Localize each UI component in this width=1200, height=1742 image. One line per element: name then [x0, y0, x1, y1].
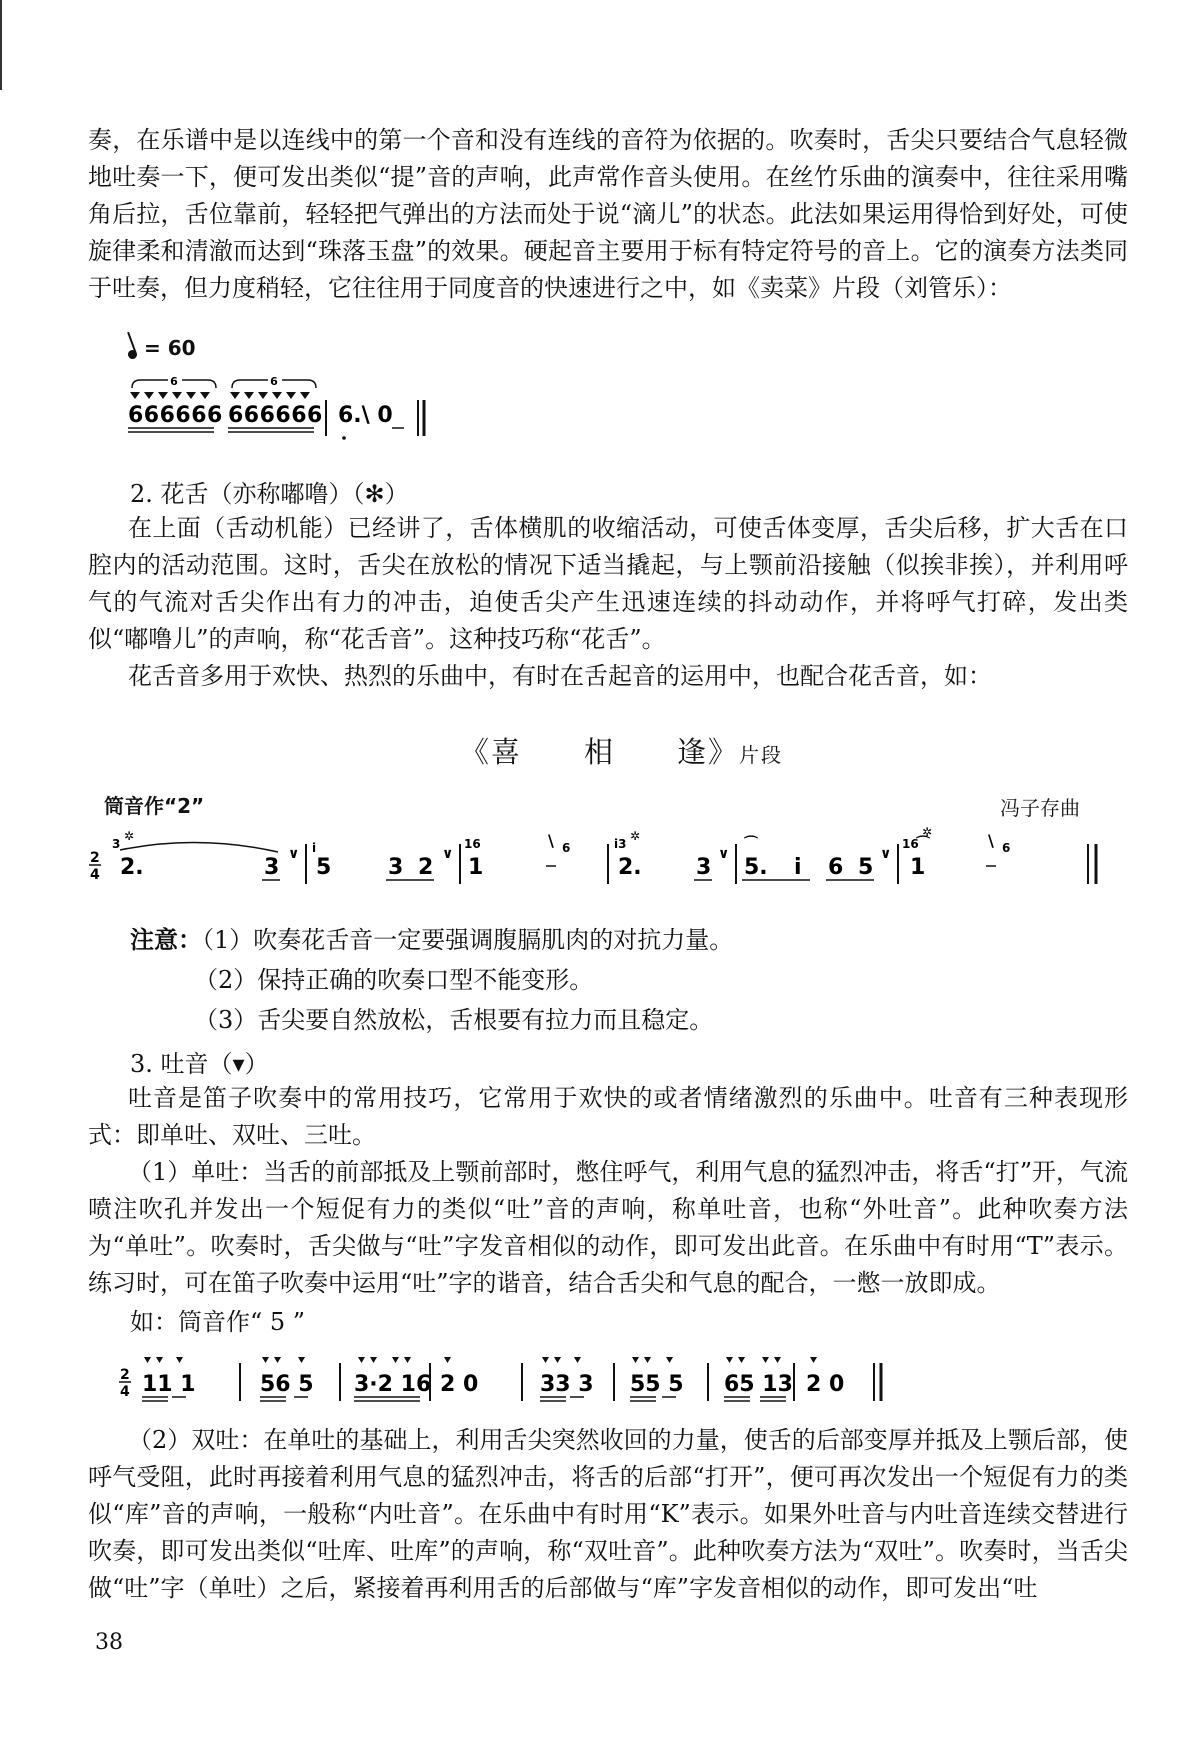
key-label: 筒音作“2” [104, 794, 205, 818]
measure: 2 0 [806, 1372, 845, 1397]
time-sig-top: 2 [90, 850, 100, 866]
fermata-mark: ⌒ [744, 836, 758, 852]
measure: 2 0 [440, 1372, 479, 1397]
note: 2. [618, 855, 642, 880]
breath-mark: ∨ [880, 846, 892, 862]
paragraph-3: 花舌音多用于欢快、热烈的乐曲中，有时在舌起音的运用中，也配合花舌音，如： [128, 662, 992, 690]
flower-tongue-mark: ✲ [124, 829, 135, 843]
measure: 3·2 16 [354, 1372, 432, 1397]
grace-note: i [312, 841, 317, 855]
tuplet-mark: 6 [170, 375, 178, 388]
breath-mark: ∨ [718, 846, 730, 862]
notice-label: 注意： [130, 925, 202, 954]
notice-item: （1）吹奏花舌音一定要强调腹膈肌肉的对抗力量。 [202, 926, 734, 954]
notice-block [130, 920, 733, 1040]
page-number: 38 [95, 1630, 123, 1655]
measure: 56 5 [260, 1372, 314, 1397]
time-sig-top: 2 [120, 1367, 130, 1383]
score-single-tongue [118, 1340, 978, 1420]
section-heading-tuyin: 3. 吐音（▾） [130, 1050, 269, 1078]
grace-note: 6 [562, 841, 571, 855]
tempo-marking [128, 336, 196, 360]
fermata-mark: ⌒ [916, 836, 930, 852]
measure: 11 1 [142, 1372, 196, 1397]
staccato-marks [130, 392, 310, 399]
notice-item: （2）保持正确的吹奏口型不能变形。 [194, 966, 594, 994]
paragraph-1: 奏，在乐谱中是以连线中的第一个音和没有连线的音符为依据的。吹奏时，舌尖只要结合气息轻微地吐奏一下，便可发出类似“提”音的声响，此声常作音头使用。在丝竹乐曲的演奏中，往往采用嘴角后拉，舌位靠前，轻轻把气弹出的方法而处于说“滴儿”的状态。此法如果运用得恰到好处，可使旋律柔和清澈而达到“珠落玉盘”的效果。硬起音主要用于标有特定符号的音上。它的演奏方法类同于吐奏，但力度稍轻，它往往用于同度音的快速进行之中，如《卖菜》片段（刘管乐）： [88, 126, 1128, 302]
piece-title [460, 730, 783, 771]
breath-mark: ∨ [288, 846, 300, 862]
tuplet-mark: 6 [270, 375, 278, 388]
measure: 65 13 [724, 1372, 793, 1397]
grace-note: 16 [464, 837, 481, 851]
example-label: 如：筒音作“ 5 ” [130, 1308, 306, 1336]
note: 5. [744, 855, 768, 880]
note: 2. [120, 855, 144, 880]
paragraph-4: 吐音是笛子吹奏中的常用技巧，它常用于欢快的或者情绪激烈的乐曲中。吐音有三种表现形式：即单吐、双吐、三吐。 [88, 1084, 1128, 1149]
grace-note: i3 [614, 837, 627, 851]
composer: 冯子存曲 [1000, 796, 1080, 820]
note-group-1: 666666 [128, 403, 223, 428]
measure: 55 5 [630, 1372, 684, 1397]
note: 5 [858, 855, 874, 880]
piece-title-text: 《喜 相 逢》 [460, 735, 740, 769]
note: 3 [264, 855, 280, 880]
grace-note: 16 [902, 837, 919, 851]
note: 3 [696, 855, 712, 880]
piece-title-sub: 片段 [739, 743, 784, 767]
note: 2 [418, 855, 434, 880]
time-sig-bottom: 4 [90, 867, 100, 883]
paragraph-6: （2）双吐：在单吐的基础上，利用舌尖突然收回的力量，使舌的后部变厚并抵及上颚后部，使呼气受阻，此时再接着利用气息的猛烈冲击，将舌的后部“打开”，便可再次发出一个短促有力的类似“库”音的声响，一般称“内吐音”。在乐曲中有时用“K”表示。如果外吐音与内吐音连续交替进行吹奏，即可发出类似“吐库、吐库”的声响，称“双吐音”。此种吹奏方法为“双吐”。吹奏时，当舌尖做“吐”字（单吐）之后，紧接着再利用舌的后部做与“库”字发音相似的动作，即可发出“吐 [88, 1426, 1128, 1602]
note: 1 [468, 855, 484, 880]
note: 3 [388, 855, 404, 880]
score-xixiangfeng [88, 822, 1128, 902]
flower-tongue-mark: ✲ [922, 825, 933, 839]
time-sig-bottom: 4 [120, 1384, 130, 1400]
flower-tongue-mark: ✲ [630, 829, 641, 843]
note: 5 [316, 855, 332, 880]
note: i [794, 855, 802, 880]
note: 1 [910, 855, 926, 880]
tempo-value: = 60 [143, 336, 196, 360]
score-maicai [128, 372, 488, 452]
paragraph-5: （1）单吐：当舌的前部抵及上颚前部时，憋住呼气，利用气息的猛烈冲击，将舌“打”开，气流喷注吹孔并发出一个短促有力的类似“吐”音的声响，称单吐音，也称“外吐音”。此种吹奏方法为“单吐”。吹奏时，舌尖做与“吐”字发音相似的动作，即可发出此音。在乐曲中有时用“T”表示。练习时，可在笛子吹奏中运用“吐”字的谐音，结合舌尖和气息的配合，一憋一放即成。 [88, 1158, 1128, 1297]
page-edge-line [0, 0, 2, 90]
grace-note: 6 [1002, 841, 1011, 855]
tongue-marks [144, 1357, 817, 1363]
paragraph-2: 在上面（舌动机能）已经讲了，舌体横肌的收缩活动，可使舌体变厚，舌尖后移，扩大舌在口腔内的活动范围。这时，舌尖在放松的情况下适当撬起，与上颚前沿接触（似挨非挨），并利用呼气的气流对舌尖作出有力的冲击，迫使舌尖产生迅速连续的抖动动作，并将呼气打碎，发出类似“嘟噜儿”的声响，称“花舌音”。这种技巧称“花舌”。 [88, 514, 1128, 653]
slide-mark: \ [548, 831, 554, 850]
note: 6 [828, 855, 844, 880]
note-group-2: 666666 [228, 403, 323, 428]
breath-mark: ∨ [442, 846, 454, 862]
quarter-note-icon [127, 349, 139, 361]
slide-mark: \ [988, 831, 994, 850]
section-heading-huashe: 2. 花舌（亦称嘟噜）（✻） [130, 480, 409, 508]
notice-item: （3）舌尖要自然放松，舌根要有拉力而且稳定。 [194, 1006, 714, 1034]
grace-note: 3 [112, 837, 121, 851]
measure: 33 3 [540, 1372, 594, 1397]
final-notes: 6.\ 0 [338, 403, 393, 428]
